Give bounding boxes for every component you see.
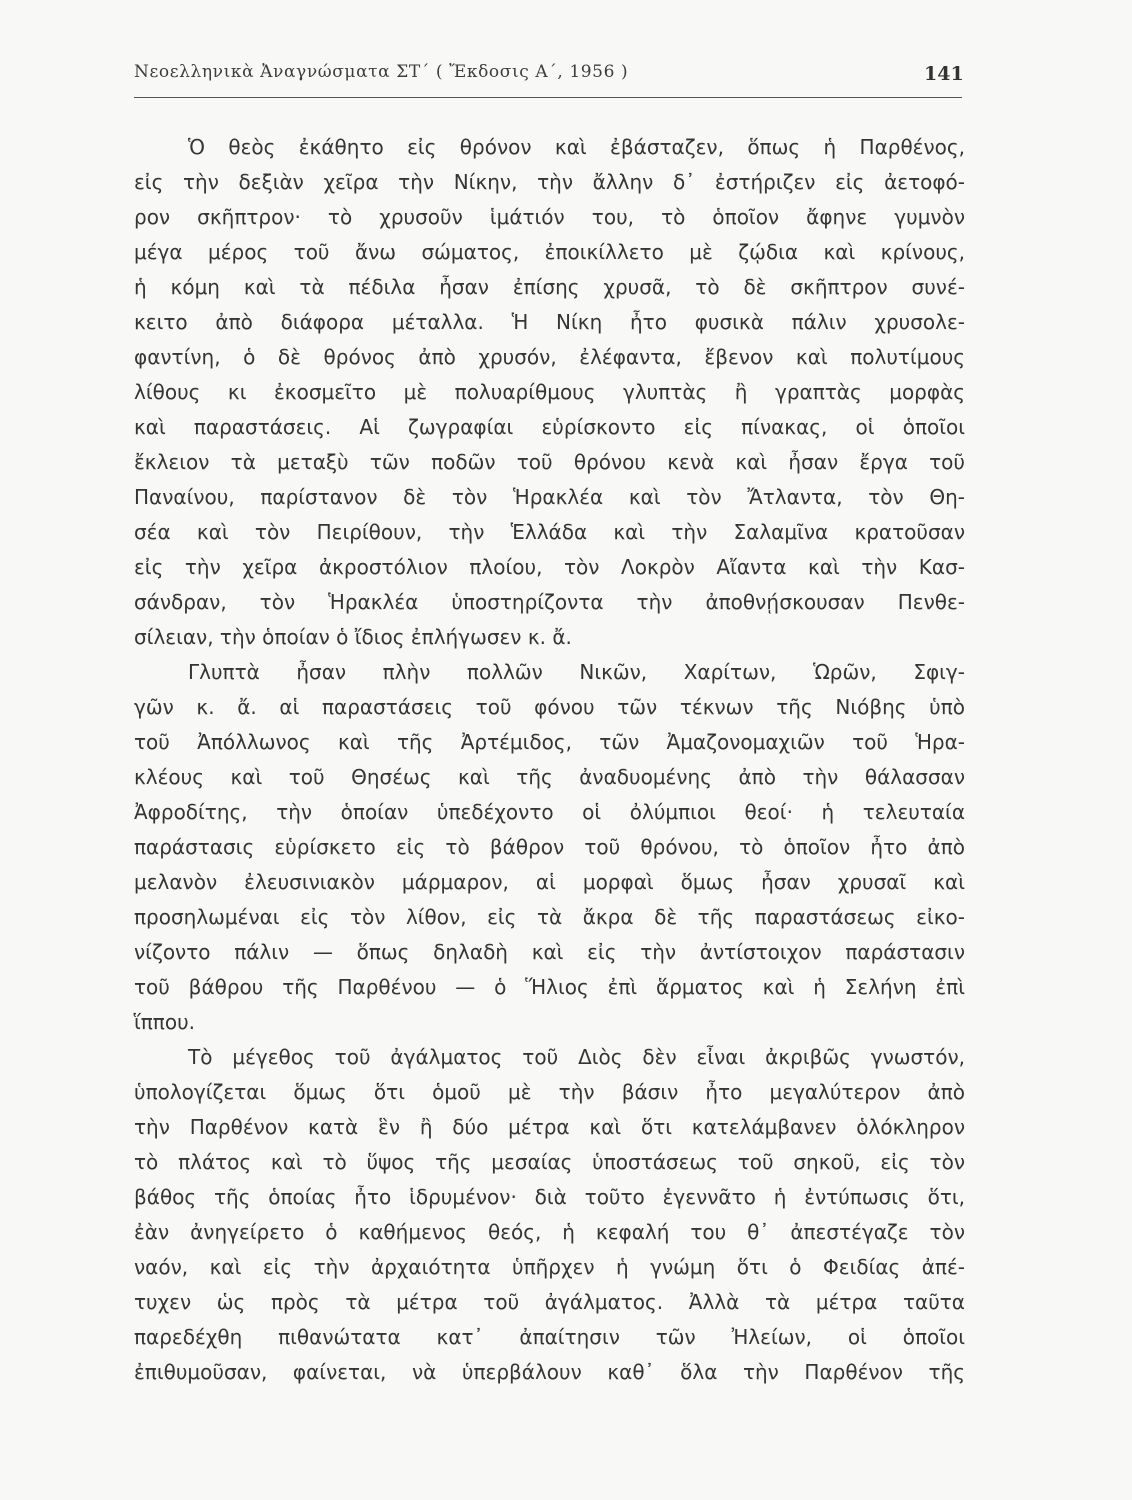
text-line: τυχεν ὡς πρὸς τὰ μέτρα τοῦ ἀγάλματος. Ἀλλὰ τὰ μέτρα ταῦτα xyxy=(134,1290,965,1314)
text-line: κειτο ἀπὸ διάφορα μέταλλα. Ἡ Νίκη ἦτο φυσικὰ πάλιν χρυσολε- xyxy=(134,310,965,334)
text-line: ἔκλειον τὰ μεταξὺ τῶν ποδῶν τοῦ θρόνου κενὰ καὶ ἦσαν ἔργα τοῦ xyxy=(134,450,965,474)
text-line: ἵππου. xyxy=(134,1010,196,1034)
text-line: ἐὰν ἀνηγείρετο ὁ καθήμενος θεός, ἡ κεφαλή του θ᾽ ἀπεστέγαζε τὸν xyxy=(134,1220,965,1244)
text-line: Ἀφροδίτης, τὴν ὁποίαν ὑπεδέχοντο οἱ ὀλύμπιοι θεοί· ἡ τελευταία xyxy=(134,800,965,824)
text-line: εἰς τὴν χεῖρα ἀκροστόλιον πλοίου, τὸν Λοκρὸν Αἴαντα καὶ τὴν Κασ- xyxy=(134,555,965,579)
text-line: ρον σκῆπτρον· τὸ χρυσοῦν ἱμάτιόν του, τὸ ὁποῖον ἄφηνε γυμνὸν xyxy=(134,205,965,229)
text-line: σίλειαν, τὴν ὁποίαν ὁ ἴδιος ἐπλήγωσεν κ. ἄ. xyxy=(134,625,572,649)
text-line: Παναίνου, παρίστανον δὲ τὸν Ἡρακλέα καὶ τὸν Ἄτλαντα, τὸν Θη- xyxy=(134,485,965,509)
text-line: ἡ κόμη καὶ τὰ πέδιλα ἦσαν ἐπίσης χρυσᾶ, τὸ δὲ σκῆπτρον συνέ- xyxy=(134,275,965,299)
text-line: λίθους κι ἐκοσμεῖτο μὲ πολυαρίθμους γλυπτὰς ἢ γραπτὰς μορφὰς xyxy=(134,380,965,404)
text-line: Ὁ θεὸς ἐκάθητο εἰς θρόνον καὶ ἐβάσταζεν, ὅπως ἡ Παρθένος, xyxy=(188,135,965,159)
text-line: μέγα μέρος τοῦ ἄνω σώματος, ἐποικίλλετο μὲ ζῴδια καὶ κρίνους, xyxy=(134,240,965,264)
text-line: ναόν, καὶ εἰς τὴν ἀρχαιότητα ὑπῆρχεν ἡ γνώμη ὅτι ὁ Φειδίας ἀπέ- xyxy=(134,1255,965,1279)
text-line: εἰς τὴν δεξιὰν χεῖρα τὴν Νίκην, τὴν ἄλλην δ᾽ ἐστήριζεν εἰς ἀετοφό- xyxy=(134,170,965,194)
text-line: προσηλωμέναι εἰς τὸν λίθον, εἰς τὰ ἄκρα δὲ τῆς παραστάσεως εἰκο- xyxy=(134,905,965,929)
text-line: τὸ πλάτος καὶ τὸ ὕψος τῆς μεσαίας ὑποστάσεως τοῦ σηκοῦ, εἰς τὸν xyxy=(134,1150,965,1174)
text-line: νίζοντο πάλιν — ὅπως δηλαδὴ καὶ εἰς τὴν ἀντίστοιχον παράστασιν xyxy=(134,940,965,964)
text-line: κλέους καὶ τοῦ Θησέως καὶ τῆς ἀναδυομένης ἀπὸ τὴν θάλασσαν xyxy=(134,765,965,789)
text-line: σέα καὶ τὸν Πειρίθουν, τὴν Ἑλλάδα καὶ τὴν Σαλαμῖνα κρατοῦσαν xyxy=(134,520,965,544)
paragraph xyxy=(134,1040,965,1390)
header-rule xyxy=(134,97,962,98)
page-number: 141 xyxy=(924,63,964,85)
paragraph xyxy=(134,130,965,655)
text-line: τοῦ βάθρου τῆς Παρθένου — ὁ Ἥλιος ἐπὶ ἅρματος καὶ ἡ Σελήνη ἐπὶ xyxy=(134,975,965,999)
body-text xyxy=(134,130,965,1390)
text-line: σάνδραν, τὸν Ἡρακλέα ὑποστηρίζοντα τὴν ἀποθνῄσκουσαν Πενθε- xyxy=(134,590,965,614)
text-line: γῶν κ. ἄ. αἱ παραστάσεις τοῦ φόνου τῶν τέκνων τῆς Νιόβης ὑπὸ xyxy=(134,695,965,719)
text-line: βάθος τῆς ὁποίας ἦτο ἱδρυμένον· διὰ τοῦτο ἐγεννᾶτο ἡ ἐντύπωσις ὅτι, xyxy=(134,1185,965,1209)
text-line: μελανὸν ἐλευσινιακὸν μάρμαρον, αἱ μορφαὶ ὅμως ἦσαν χρυσαῖ καὶ xyxy=(134,870,965,894)
text-line: Γλυπτὰ ἦσαν πλὴν πολλῶν Νικῶν, Χαρίτων, Ὡρῶν, Σφιγ- xyxy=(188,660,965,684)
text-line: παρεδέχθη πιθανώτατα κατ᾽ ἀπαίτησιν τῶν Ἠλείων, οἱ ὁποῖοι xyxy=(134,1325,965,1349)
paragraph xyxy=(134,655,965,1040)
running-header: Νεοελληνικὰ Ἀναγνώσματα ΣΤ΄ ( Ἔκδοσις Α΄, 1956 ) xyxy=(134,62,629,82)
text-line: ὑπολογίζεται ὅμως ὅτι ὁμοῦ μὲ τὴν βάσιν ἦτο μεγαλύτερον ἀπὸ xyxy=(134,1080,965,1104)
text-line: παράστασις εὑρίσκετο εἰς τὸ βάθρον τοῦ θρόνου, τὸ ὁποῖον ἦτο ἀπὸ xyxy=(134,835,965,859)
text-line: καὶ παραστάσεις. Αἱ ζωγραφίαι εὑρίσκοντο εἰς πίνακας, οἱ ὁποῖοι xyxy=(134,415,965,439)
text-line: τοῦ Ἀπόλλωνος καὶ τῆς Ἀρτέμιδος, τῶν Ἀμαζονομαχιῶν τοῦ Ἡρα- xyxy=(134,730,965,754)
text-line: φαντίνη, ὁ δὲ θρόνος ἀπὸ χρυσόν, ἐλέφαντα, ἔβενον καὶ πολυτίμους xyxy=(134,345,965,369)
text-line: Τὸ μέγεθος τοῦ ἀγάλματος τοῦ Διὸς δὲν εἶναι ἀκριβῶς γνωστόν, xyxy=(188,1045,965,1069)
text-line: ἐπιθυμοῦσαν, φαίνεται, νὰ ὑπερβάλουν καθ᾽ ὅλα τὴν Παρθένον τῆς xyxy=(134,1360,965,1384)
text-line: τὴν Παρθένον κατὰ ἓν ἢ δύο μέτρα καὶ ὅτι κατελάμβανεν ὁλόκληρον xyxy=(134,1115,965,1139)
